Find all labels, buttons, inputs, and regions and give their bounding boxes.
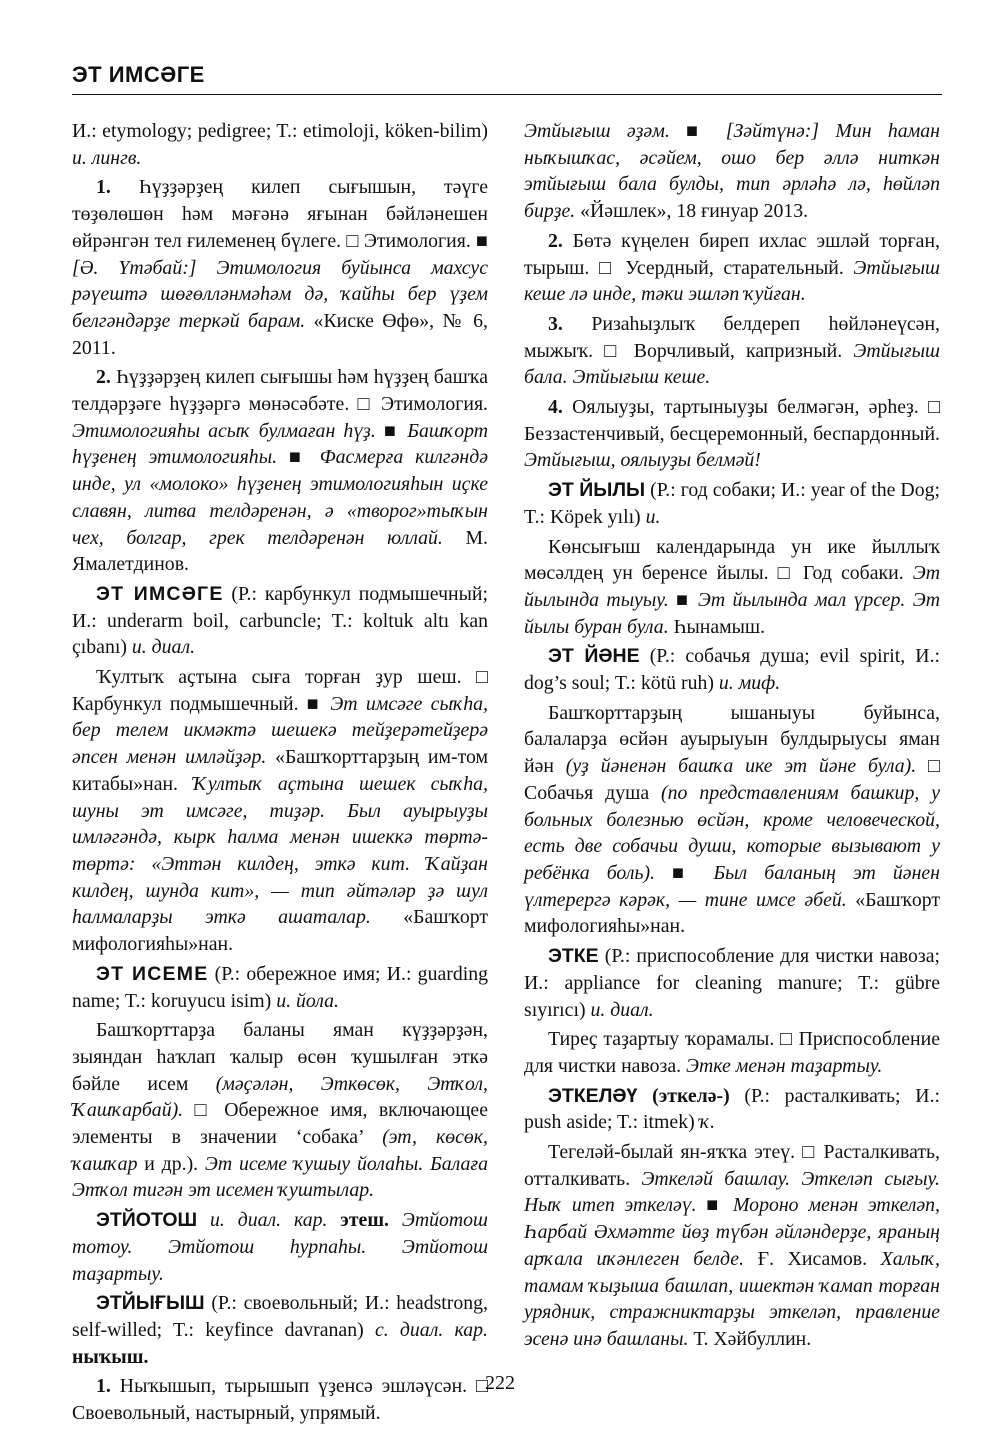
sense-2: 2. Һүҙҙәрҙең килеп сығышы һәм һүҙҙең башҡа телдәрҙәге һүҙҙәргә мөнәсәбәте. □ Этимология. Этимологияһы асыҡ булмаған һүҙ. ■ Башҡорт һүҙенең этимологияһы. ■ Фасмерға килгәндә инде, ул «молоко» һүҙенең этимологияһын иҫке славян, литва телдәренән, ә «творог»тыҡын чех, болгар, грек телдәренән юллай. М. Ямалетдинов. — [72, 366, 489, 576]
sense-3: 3. Ризаһыҙлыҡ белдереп һөйләнеүсән, мыжыҡ. □ Ворчливый, капризный. Этйығыш бала. Этйығыш кеше. — [524, 312, 940, 389]
left-column — [72, 118, 488, 1430]
entry-etkelau: ЭТКЕЛӘҮ (эткелә-) (Р.: расталкивать; И.: push aside; T.: itmek) ҡ. — [524, 1084, 940, 1134]
entry-etyotosh: ЭТЙОТОШ и. диал. кар. этеш. Этйотош тотоу. Этйотош һурпаһы. Этйотош таҙартыу. — [72, 1209, 488, 1285]
headword: ЭТКЕ — [548, 945, 599, 968]
headword: ЭТЙЫҒЫШ — [96, 1292, 205, 1315]
entry-et-yyly: ЭТ ЙЫЛЫ (Р.: год собаки; И.: year of the Dog; T.: Köpek yılı) и. — [524, 479, 940, 528]
page-title: ЭТ ИМСӘГЕ — [72, 62, 205, 87]
definition: Көнсығыш календарында ун ике йыллыҡ мөсәлдең ун беренсе йылы. □ Год собаки. Эт йылында тыуыу. ■ Эт йылында мал үрсер. Эт йылы буран була. Һынамыш. — [524, 535, 940, 638]
sense-1: 1. Ныҡышып, тырышып үҙенсә эшләүсән. □ Своевольный, настырный, упрямый. — [72, 1375, 489, 1425]
entry-et-iseme: ЭТ ИСЕМЕ (Р.: обережное имя; И.: guarding name; T.: koruyucu isim) и. йола. — [72, 962, 488, 1012]
definition: Ҡултыҡ аҫтына сыға торған ҙур шеш. □ Карбункул подмышечный. ■ Эт имсәге сыҡһа, бер телем икмәктә шешекә тейҙерәтейҙерә әпсен менән имләйҙәр. «Башҡорттарҙың им-том китабы»нан. Ҡултыҡ аҫтына шешек сыҡһа, шуны эт имсәге, тиҙәр. Был ауырыуҙы имләгәндә, кырк һалма менән ишеккә төртә-төртә: «Эттән килдең, эткә кит. Ҡайҙан килдең, шунда кит», — тип әйтәләр ҙә шул һалмаларҙы эткә ашаталар. «Башҡорт мифологияһы»нан. — [72, 666, 488, 956]
headword: ЭТЙОТОШ — [96, 1209, 198, 1232]
sense-2: 2. Бөтә күңелен биреп ихлас эшләй торған, тырыш. □ Усердный, старательный. Этйығыш кеше лә инде, тәки эшләп ҡуйған. — [524, 229, 940, 306]
entry-continuation: И.: etymology; pedigree; T.: etimoloji, köken-bilim) и. лингв. — [72, 120, 488, 169]
page-number: 222 — [485, 1372, 515, 1394]
entry-et-imsage: ЭТ ИМСӘГЕ (Р.: карбункул подмышечный; И.: underarm boil, carbuncle; T.: koltuk altı kan çıbanı) и. диал. — [72, 582, 488, 659]
header-rule — [72, 94, 942, 95]
headword: ЭТ ИСЕМЕ — [96, 962, 209, 985]
headword: ЭТ ЙӘНЕ — [548, 645, 640, 668]
running-header — [72, 62, 942, 95]
sense-4: 4. Оялыуҙы, тартыныуҙы белмәгән, әрһеҙ. □ Беззастенчивый, бесцеремонный, беспардонный. Этйығыш, оялыуҙы белмәй! — [524, 396, 940, 472]
sense-1: 1. Һүҙҙәрҙең килеп сығышын, тәүге төҙөлөшөн һәм мәғәнә яғынан бәйләнешен өйрәнгән тел ғилеменең бүлеге. □ Этимология. ■ [Ә. Үтәбай:] Этимология буйынса махсус рәүештә шөғөлләнмәһәм дә, ҡайһы бер үҙем белгәндәрҙе теркәй барам. «Киске Өфө», № 6, 2011. — [72, 176, 488, 359]
headword: ЭТ ИМСӘГЕ — [96, 582, 224, 605]
definition: Башҡорттарҙың ышаныуы буйынса, балаларҙа өсйән ауырыуын булдырыусы яман йән (уҙ йәненән башҡа ике эт йәне була). □ Собачья душа (по представлениям башкир, у больных болезнью өсйән, кроме человеческой, есть две собачьи души, которые вызывают у ребёнка боль). ■ Был баланың эт йәнен үлтерергә кәрәк, — тине имсе әбей. «Башҡорт мифологияһы»нан. — [524, 701, 940, 938]
definition: Тегеләй-былай ян-яҡҡа этеү. □ Расталкивать, отталкивать. Эткеләй башлау. Эткеләп сығыу. Ныҡ итеп эткеләү. ■ Мороно менән эткеләп, Һарбай Әхмәтте йөҙ түбән әйләндерҙе, яраның арҡала иҡәнлеген белде. Ғ. Хисамов. Халыҡ, тамам ҡыҙыша башлап, ишектән ҡамап торған урядник, стражниктарҙы эткеләп, правление эсенә инә башланы. Т. Хәйбуллин. — [524, 1141, 940, 1350]
definition: Башҡорттарҙа баланы яман күҙҙәрҙән, зыяндан һаҡлап ҡалыр өсөн ҡушылған эткә бәйле исем (мәҫәлән, Эткөсөк, Этҡол, Ҡашҡарбай). □ Обережное имя, включающее элементы в значении ‘собака’ (эт, көсөк, ҡашҡар и др.). Эт исеме ҡушыу йолаһы. Балаға Этҡол тигән эт исемен ҡуштылар. — [72, 1019, 488, 1202]
right-column — [524, 118, 940, 1356]
example-continuation: Этйығыш әҙәм. ■ [Зәйтүнә:] Мин һаман ныҡышҡас, әсәйем, ошо бер әллә ниткән этйығыш бала булды, тип әрләһә лә, һөйләп бирҙе. «Йәшлек», 18 ғинуар 2013. — [524, 120, 940, 223]
entry-etyygysh: ЭТЙЫҒЫШ (Р.: своевольный; И.: headstrong, self-willed; T.: keyfince davranan) с. диал. кар. ныҡыш. — [72, 1292, 488, 1368]
definition: Тиреҫ таҙартыу ҡорамалы. □ Приспособление для чистки навоза. Этке менән таҙартыу. — [524, 1028, 940, 1077]
headword: ЭТ ЙЫЛЫ — [548, 479, 646, 502]
entry-et-yane: ЭТ ЙӘНЕ (Р.: собачья душа; evil spirit, И.: dog’s soul; T.: kötü ruh) и. миф. — [524, 645, 941, 695]
entry-etke: ЭТКЕ (Р.: приспособление для чистки навоза; И.: appliance for cleaning manure; T.: gübre sıyırıcı) и. диал. — [524, 945, 940, 1021]
headword: ЭТКЕЛӘҮ — [548, 1084, 638, 1107]
